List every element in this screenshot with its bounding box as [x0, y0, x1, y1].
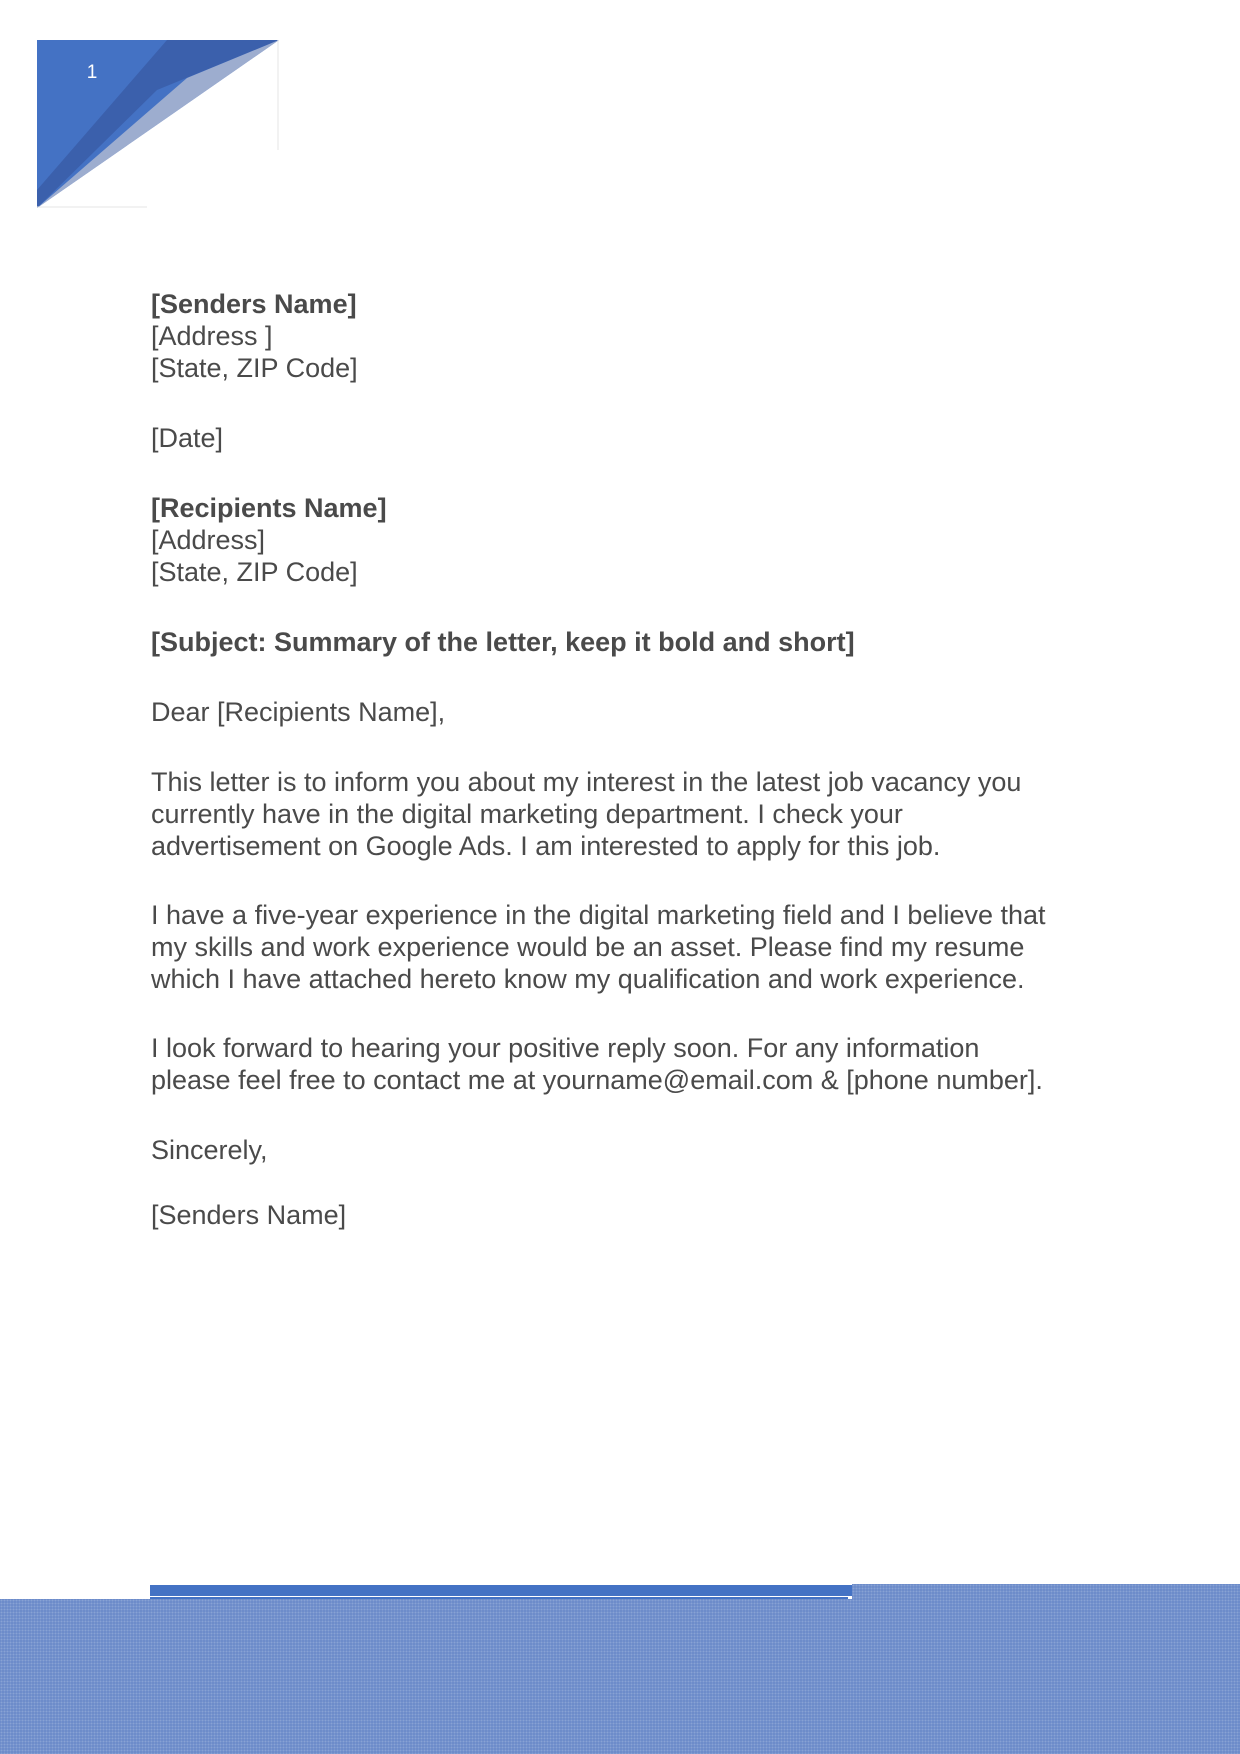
footer-band-step — [852, 1584, 1240, 1599]
paragraph-line: This letter is to inform you about my interest in the latest job vacancy you — [151, 767, 1022, 797]
salutation: Dear [Recipients Name], — [151, 697, 446, 727]
paragraph-line: which I have attached hereto know my qualification and work experience. — [151, 964, 1025, 994]
sender-address: [Address ] — [151, 321, 273, 351]
letter-body — [151, 288, 1091, 1231]
signature: [Senders Name] — [151, 1200, 347, 1230]
footer-band — [0, 1599, 1240, 1754]
sender-name: [Senders Name] — [151, 289, 357, 319]
recipient-name: [Recipients Name] — [151, 493, 387, 523]
recipient-address: [Address] — [151, 525, 266, 555]
paragraph-line: my skills and work experience would be an asset. Please find my resume — [151, 932, 1025, 962]
paragraph-3 — [151, 1032, 1091, 1096]
paragraph-line: please feel free to contact me at yourname@email.com & [phone number]. — [151, 1065, 1043, 1095]
page-number: 1 — [86, 62, 98, 83]
paragraph-2 — [151, 899, 1091, 995]
letter-subject: [Subject: Summary of the letter, keep it bold and short] — [151, 627, 855, 657]
letter-date: [Date] — [151, 423, 224, 453]
paragraph-line: currently have in the digital marketing department. I check your — [151, 799, 903, 829]
paragraph-1 — [151, 766, 1091, 862]
paragraph-line: I look forward to hearing your positive reply soon. For any information — [151, 1033, 980, 1063]
paragraph-line: advertisement on Google Ads. I am interested to apply for this job. — [151, 831, 941, 861]
recipient-state-zip: [State, ZIP Code] — [151, 557, 358, 587]
closing: Sincerely, — [151, 1135, 268, 1165]
sender-state-zip: [State, ZIP Code] — [151, 353, 358, 383]
footer-accent-bar — [150, 1585, 852, 1596]
corner-decoration — [37, 40, 279, 208]
paragraph-line: I have a five-year experience in the digital marketing field and I believe that — [151, 900, 1046, 930]
